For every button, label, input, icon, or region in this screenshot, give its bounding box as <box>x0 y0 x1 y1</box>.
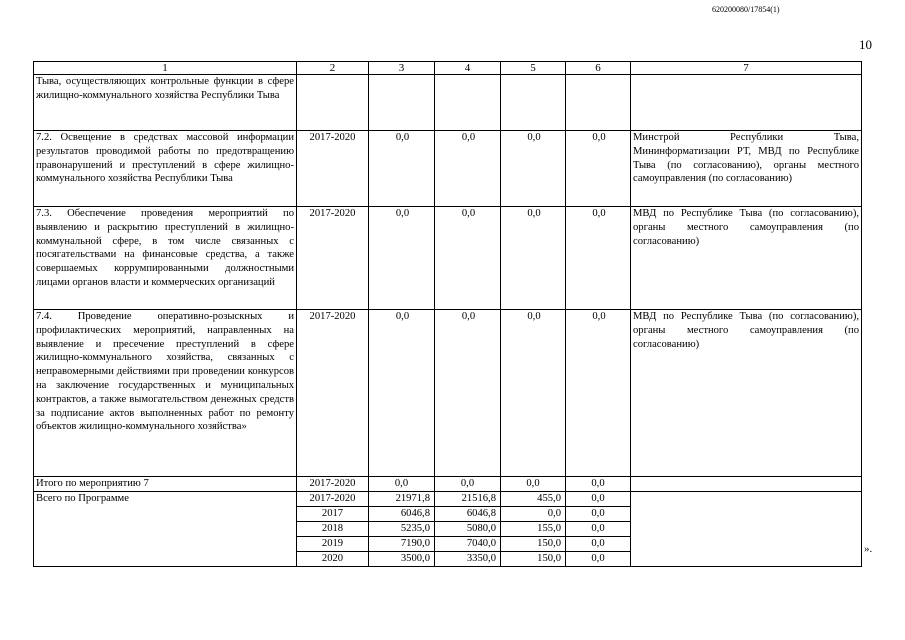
amount-cell <box>566 75 631 131</box>
period-cell: 2017 <box>297 507 369 522</box>
column-number-row <box>34 62 862 75</box>
table-row <box>34 131 862 207</box>
amount-cell: 150,0 <box>501 552 566 567</box>
period-cell: 2018 <box>297 522 369 537</box>
amount-cell: 7040,0 <box>435 537 501 552</box>
page-number: 10 <box>859 37 872 52</box>
amount-cell <box>501 75 566 131</box>
executors-cell <box>631 75 862 131</box>
amount-cell: 0,0 <box>566 477 631 492</box>
executors-cell: Минстрой Республики Тыва, Мининформатизации РТ, МВД по Республике Тыва (по согласованию), органы местного самоуправления (по согласованию) <box>631 131 862 207</box>
amount-cell: 6046,8 <box>369 507 435 522</box>
executors-cell: МВД по Республике Тыва (по согласованию), органы местного самоуправления (по согласованию) <box>631 310 862 477</box>
amount-cell: 3500,0 <box>369 552 435 567</box>
table-row <box>34 207 862 310</box>
period-cell: 2017-2020 <box>297 207 369 310</box>
column-number: 7 <box>631 62 862 75</box>
amount-cell: 0,0 <box>369 310 435 477</box>
amount-cell: 0,0 <box>566 537 631 552</box>
amount-cell: 6046,8 <box>435 507 501 522</box>
period-cell: 2019 <box>297 537 369 552</box>
amount-cell: 0,0 <box>566 507 631 522</box>
period-cell: 2017-2020 <box>297 310 369 477</box>
amount-cell: 0,0 <box>566 522 631 537</box>
period-cell: 2017-2020 <box>297 477 369 492</box>
amount-cell: 0,0 <box>566 492 631 507</box>
amount-cell <box>435 75 501 131</box>
measure-description: 7.4. Проведение оперативно-розыскных и профилактических мероприятий, направленных на выявление и пресечение преступлений в сфере жилищно-коммунального хозяйства, связанных с неправомерными действиями при проведении конкурсов на заключение государственных и муниципальных контрактов, а также вымогательством денежных средств за подписание актов выполненных работ по ремонту объектов жилищно-коммунального хозяйства» <box>34 310 297 477</box>
closing-quote-mark: ». <box>864 543 873 555</box>
amount-cell: 0,0 <box>435 131 501 207</box>
amount-cell: 0,0 <box>369 207 435 310</box>
amount-cell: 0,0 <box>435 207 501 310</box>
amount-cell: 0,0 <box>369 477 435 492</box>
subtotal-row <box>34 477 862 492</box>
amount-cell: 0,0 <box>501 310 566 477</box>
column-number: 3 <box>369 62 435 75</box>
amount-cell: 0,0 <box>566 131 631 207</box>
table-row <box>34 75 862 131</box>
total-row <box>34 492 862 507</box>
amount-cell: 7190,0 <box>369 537 435 552</box>
amount-cell: 0,0 <box>435 477 501 492</box>
document-id: 620200080/17854(1) <box>712 5 780 14</box>
column-number: 2 <box>297 62 369 75</box>
amount-cell: 5235,0 <box>369 522 435 537</box>
amount-cell: 150,0 <box>501 537 566 552</box>
amount-cell: 21971,8 <box>369 492 435 507</box>
column-number: 5 <box>501 62 566 75</box>
measure-description: 7.2. Освещение в средствах массовой информации результатов проводимой работы по предотвращению правонарушений и преступлений в сфере жилищно-коммунального хозяйства Республики Тыва <box>34 131 297 207</box>
measure-description: Тыва, осуществляющих контрольные функции в сфере жилищно-коммунального хозяйства Республики Тыва <box>34 75 297 131</box>
amount-cell: 155,0 <box>501 522 566 537</box>
amount-cell: 455,0 <box>501 492 566 507</box>
amount-cell: 0,0 <box>435 310 501 477</box>
executors-cell <box>631 477 862 492</box>
amount-cell: 0,0 <box>566 207 631 310</box>
column-number: 1 <box>34 62 297 75</box>
subtotal-label: Итого по мероприятию 7 <box>34 477 297 492</box>
period-cell: 2020 <box>297 552 369 567</box>
program-table <box>33 61 862 567</box>
amount-cell: 0,0 <box>566 310 631 477</box>
amount-cell <box>369 75 435 131</box>
amount-cell: 0,0 <box>501 507 566 522</box>
column-number: 6 <box>566 62 631 75</box>
amount-cell: 0,0 <box>369 131 435 207</box>
amount-cell: 0,0 <box>501 131 566 207</box>
amount-cell: 3350,0 <box>435 552 501 567</box>
amount-cell: 0,0 <box>566 552 631 567</box>
period-cell: 2017-2020 <box>297 492 369 507</box>
column-number: 4 <box>435 62 501 75</box>
executors-cell: МВД по Республике Тыва (по согласованию), органы местного самоуправления (по согласованию) <box>631 207 862 310</box>
table-row <box>34 310 862 477</box>
executors-cell <box>631 492 862 567</box>
period-cell: 2017-2020 <box>297 131 369 207</box>
amount-cell: 5080,0 <box>435 522 501 537</box>
amount-cell: 0,0 <box>501 207 566 310</box>
total-label: Всего по Программе <box>34 492 297 567</box>
measure-description: 7.3. Обеспечение проведения мероприятий по выявлению и раскрытию преступлений в жилищно-коммунальной сфере, в том числе связанных с посягательствами на финансовые средства, а также совершаемых коррумпированными должностными лицами органов власти и коммерческих организаций <box>34 207 297 310</box>
amount-cell: 21516,8 <box>435 492 501 507</box>
period-cell <box>297 75 369 131</box>
amount-cell: 0,0 <box>501 477 566 492</box>
